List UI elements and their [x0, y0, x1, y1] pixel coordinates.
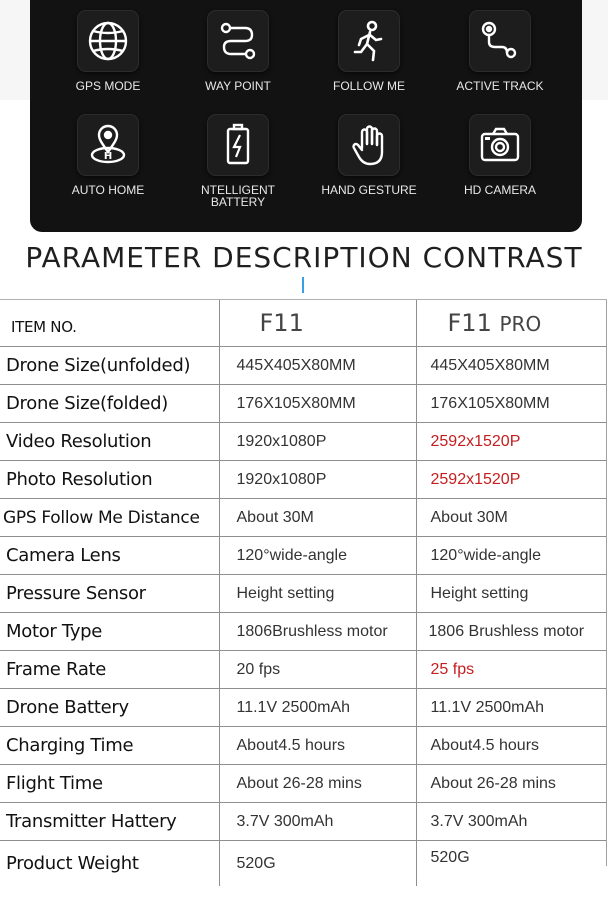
f11-value-cell: 120°wide-angle — [219, 537, 416, 575]
track-icon — [469, 10, 531, 72]
running-person-icon — [338, 10, 400, 72]
param-name-cell: Transmitter Hattery — [0, 803, 219, 841]
f11-pro-value-cell: 120°wide-angle — [416, 537, 607, 575]
f11-pro-value-cell: 1806 Brushless motor — [416, 613, 607, 651]
camera-icon — [469, 114, 531, 176]
feature-label: WAY POINT — [205, 79, 271, 93]
feature-label: NTELLIGENT BATTERY — [200, 183, 275, 209]
f11-pro-value-cell: 2592x1520P — [416, 461, 607, 499]
f11-value-cell: About 30M — [219, 499, 416, 537]
feature-active-track — [435, 10, 565, 92]
globe-icon — [77, 10, 139, 72]
f11-pro-value-cell: 520G — [416, 841, 607, 887]
feature-label: AUTO HOME — [71, 183, 145, 197]
f11-value-cell: 176X105X80MM — [219, 385, 416, 423]
f11-pro-value-cell: 25 fps — [416, 651, 607, 689]
f11-value-cell: 445X405X80MM — [219, 347, 416, 385]
table-row — [0, 765, 607, 803]
header-item-no: ITEM NO. — [0, 300, 219, 347]
f11-value-cell: Height setting — [219, 575, 416, 613]
table-row — [0, 347, 607, 385]
param-name-cell: Pressure Sensor — [0, 575, 219, 613]
table-header-row — [0, 300, 607, 347]
param-name-cell: Camera Lens — [0, 537, 219, 575]
table-right-border — [606, 300, 607, 866]
feature-gps-mode — [43, 10, 173, 92]
feature-label: FOLLOW ME — [332, 79, 405, 93]
f11-value-cell: About4.5 hours — [219, 727, 416, 765]
table-row — [0, 689, 607, 727]
param-name-cell: Motor Type — [0, 613, 219, 651]
feature-label: HAND GESTURE — [321, 183, 417, 197]
svg-text:H: H — [103, 151, 113, 162]
feature-auto-home — [43, 114, 173, 196]
feature-label: ACTIVE TRACK — [456, 79, 544, 93]
header-f11: F11 — [219, 300, 416, 347]
table-row — [0, 385, 607, 423]
param-name-cell: Drone Size(folded) — [0, 385, 219, 423]
param-name-cell: Video Resolution — [0, 423, 219, 461]
param-name-cell: Product Weight — [6, 853, 139, 874]
f11-value-cell: 1806Brushless motor — [219, 613, 416, 651]
table-row — [0, 499, 607, 537]
feature-intelligent-battery — [173, 114, 303, 208]
home-pin-icon — [77, 114, 139, 176]
f11-value-cell: 11.1V 2500mAh — [219, 689, 416, 727]
param-name-cell: Charging Time — [0, 727, 219, 765]
f11-value-cell: About 26-28 mins — [219, 765, 416, 803]
f11-pro-value-cell: About4.5 hours — [416, 727, 607, 765]
battery-icon — [207, 114, 269, 176]
table-row — [0, 841, 607, 887]
section-title: PARAMETER DESCRIPTION CONTRAST — [25, 241, 583, 274]
hand-icon — [338, 114, 400, 176]
header-f11-pro: F11 PRO — [416, 300, 607, 347]
f11-pro-value-cell: About 30M — [416, 499, 607, 537]
param-name-cell: Photo Resolution — [0, 461, 219, 499]
table-row — [0, 423, 607, 461]
feature-label: HD CAMERA — [463, 183, 536, 197]
f11-pro-value-cell: 176X105X80MM — [416, 385, 607, 423]
feature-hd-camera — [435, 114, 565, 196]
table-row — [0, 461, 607, 499]
f11-pro-value-cell: 2592x1520P — [416, 423, 607, 461]
feature-follow-me — [304, 10, 434, 92]
feature-label: GPS MODE — [75, 79, 141, 93]
param-name-cell: Frame Rate — [0, 651, 219, 689]
param-name-cell: Drone Size(unfolded) — [0, 347, 219, 385]
f11-value-cell: 1920x1080P — [219, 461, 416, 499]
f11-pro-value-cell: 445X405X80MM — [416, 347, 607, 385]
f11-value-cell: 1920x1080P — [219, 423, 416, 461]
table-row — [0, 537, 607, 575]
table-row — [0, 613, 607, 651]
table-row — [0, 651, 607, 689]
f11-value-cell: 3.7V 300mAh — [219, 803, 416, 841]
text-cursor — [302, 277, 304, 293]
param-name-cell: Drone Battery — [0, 689, 219, 727]
route-icon — [207, 10, 269, 72]
f11-pro-value-cell: 3.7V 300mAh — [416, 803, 607, 841]
f11-pro-value-cell: 11.1V 2500mAh — [416, 689, 607, 727]
feature-way-point — [173, 10, 303, 92]
table-row — [0, 727, 607, 765]
f11-value-cell: 520G — [219, 841, 416, 887]
param-name-cell: Flight Time — [0, 765, 219, 803]
f11-pro-value-cell: About 26-28 mins — [416, 765, 607, 803]
table-row — [0, 803, 607, 841]
parameter-table — [0, 300, 607, 886]
f11-value-cell: 20 fps — [219, 651, 416, 689]
table-row — [0, 575, 607, 613]
param-name-cell: GPS Follow Me Distance — [0, 499, 219, 537]
f11-pro-value-cell: Height setting — [416, 575, 607, 613]
feature-hand-gesture — [304, 114, 434, 196]
